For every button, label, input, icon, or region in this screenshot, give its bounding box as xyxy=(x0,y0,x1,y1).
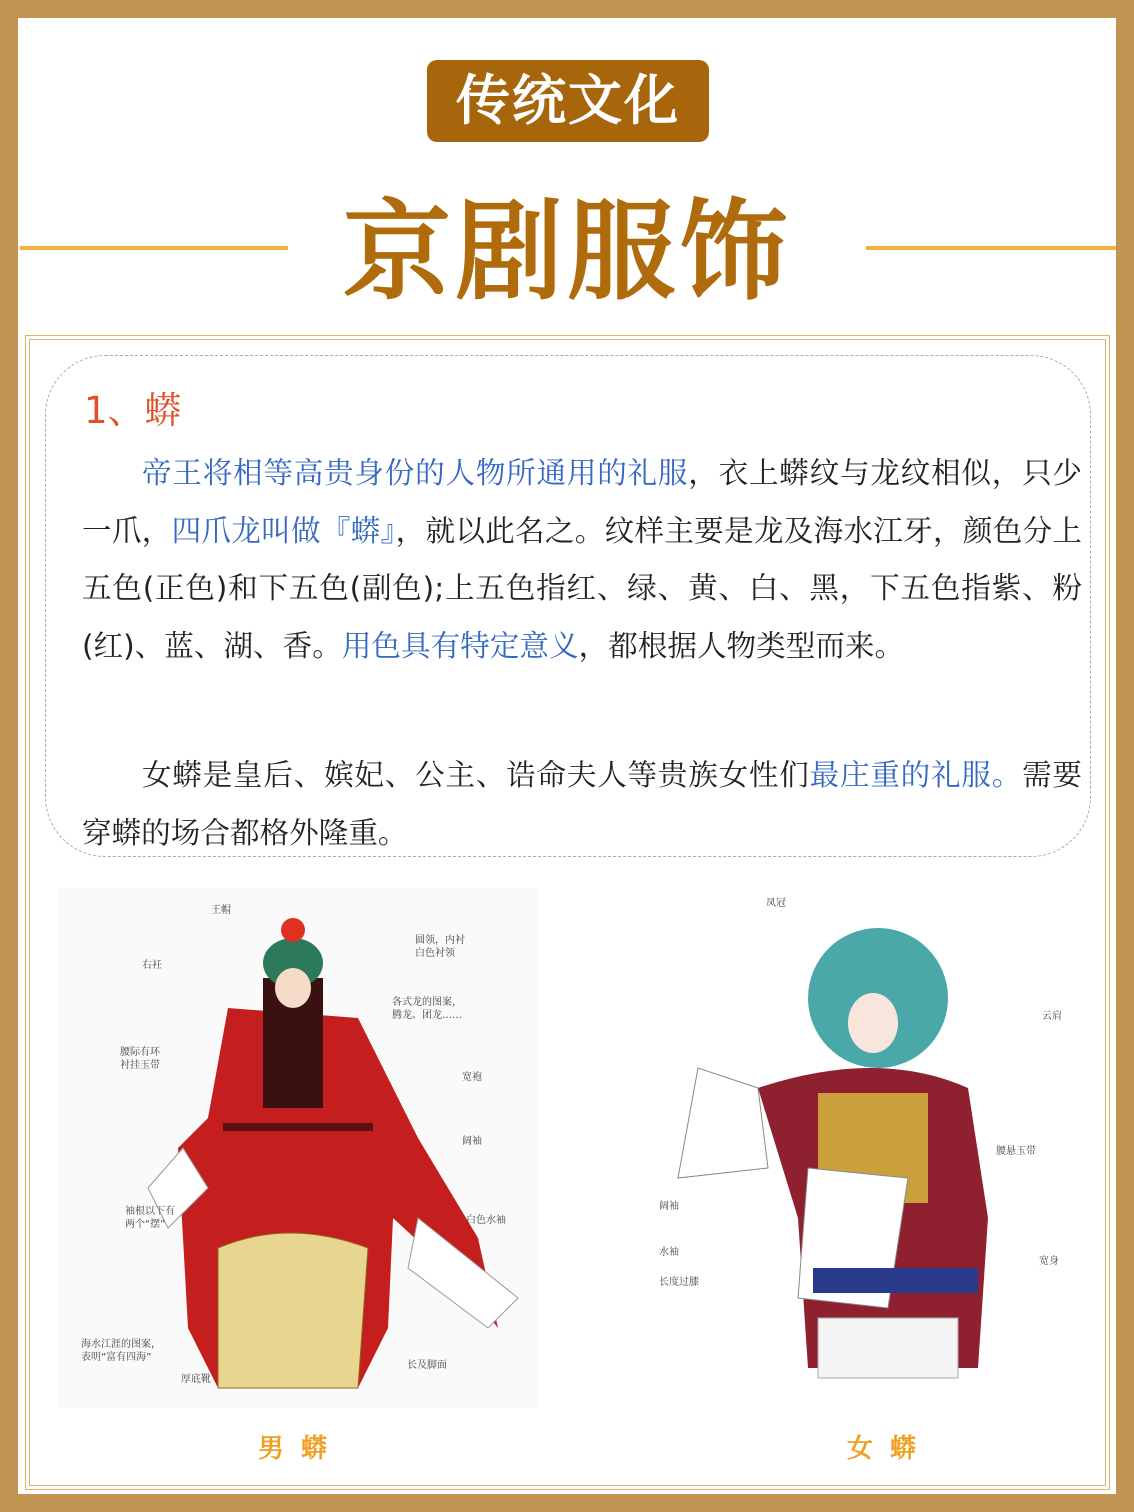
body-text: ，都根据人物类型而来。 xyxy=(578,628,905,663)
female-label: 腰悬玉带 xyxy=(996,1146,1036,1157)
body-text: ，衣上蟒纹与龙纹相似，只少一爪， xyxy=(82,456,1083,548)
female-mang-caption: 女 蟒 xyxy=(847,1434,921,1464)
highlighted-text: 用色具有特定意义 xyxy=(341,628,579,663)
female-label: 阔袖 xyxy=(659,1201,679,1212)
male-label: 长及脚面 xyxy=(407,1360,447,1371)
male-mang-illustration xyxy=(58,888,538,1408)
paragraph-2 xyxy=(82,747,1082,862)
highlighted-text: 帝王将相等高贵身份的人物所通用的礼服 xyxy=(142,456,689,490)
male-label: 腰际有环 衬挂玉带 xyxy=(120,1047,160,1071)
male-label: 厚底靴 xyxy=(181,1374,211,1385)
female-label: 宽身 xyxy=(1039,1256,1059,1267)
female-mang-illustration xyxy=(608,888,1098,1398)
male-label: 海水江涯的图案， 表明“富有四海” xyxy=(81,1339,161,1363)
female-label: 凤冠 xyxy=(766,898,786,909)
female-label: 水袖 xyxy=(659,1247,679,1258)
page xyxy=(18,18,1116,1494)
female-label: 长度过膝 xyxy=(659,1277,699,1288)
male-label: 袖根以下有 两个“摆” xyxy=(125,1206,175,1230)
body-text: ，就以此名之。纹样主要是龙及海水江牙，颜色分上五色(正色)和下五色(副色);上五色指红、绿、黄、白、黑，下五色指紫、粉(红)、蓝、湖、香。 xyxy=(82,513,1083,663)
male-label: 宽袍 xyxy=(462,1072,482,1083)
female-label: 云肩 xyxy=(1042,1011,1062,1022)
male-label: 阔袖 xyxy=(462,1136,482,1147)
paragraph-1 xyxy=(82,445,1082,675)
male-label: 各式龙的图案， 腾龙、团龙…… xyxy=(392,997,462,1021)
body-text: 需要穿蟒的场合都格外隆重。 xyxy=(82,758,1083,850)
male-mang-caption: 男 蟒 xyxy=(258,1434,332,1464)
highlighted-text: 最庄重的礼服。 xyxy=(809,758,1023,792)
male-label: 王帽 xyxy=(211,905,231,916)
male-label: 圆领，内衬 白色衬领 xyxy=(415,935,465,959)
male-label: 白色水袖 xyxy=(466,1215,506,1226)
highlighted-text: 四爪龙叫做『蟒』 xyxy=(171,513,396,548)
male-label: 右衽 xyxy=(142,960,162,971)
page-title: 京剧服饰 xyxy=(342,190,791,315)
section-heading: 1、蟒 xyxy=(84,389,182,432)
body-text: 女蟒是皇后、嫔妃、公主、诰命夫人等贵族女性们 xyxy=(142,758,810,792)
category-badge: 传统文化 xyxy=(427,60,709,142)
